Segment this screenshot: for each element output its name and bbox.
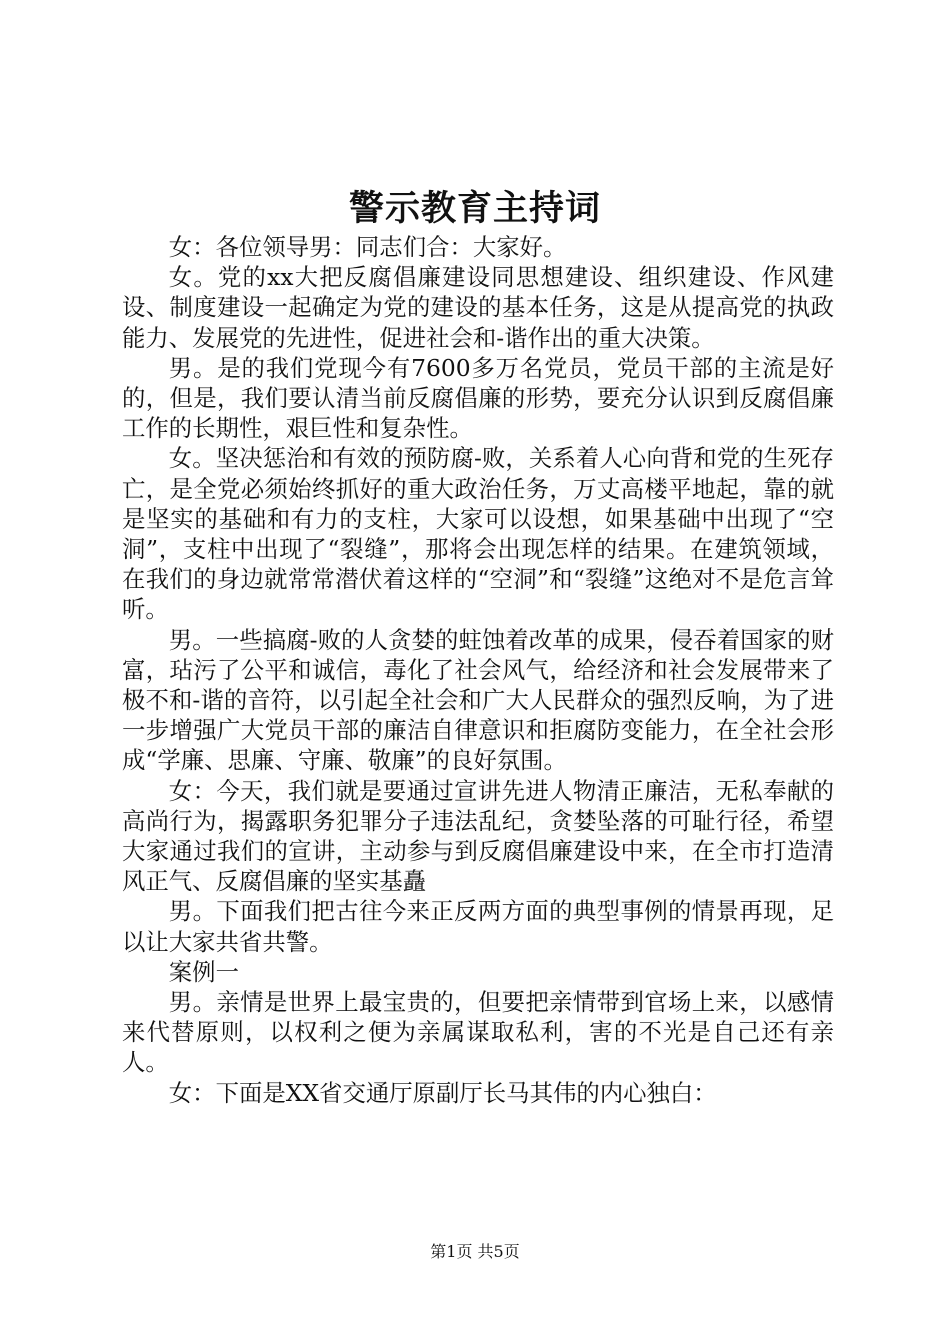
paragraph: 男。亲情是世界上最宝贵的，但要把亲情带到官场上来，以感情来代替原则，以权利之便为亲属谋取私利，害的不光是自己还有亲人。 [122,988,834,1077]
paragraph: 男。下面我们把古往今来正反两方面的典型事例的情景再现，足以让大家共省共警。 [122,897,834,956]
paragraph: 男。一些搞腐-败的人贪婪的蛀蚀着改革的成果，侵吞着国家的财富，玷污了公平和诚信，毒化了社会风气，给经济和社会发展带来了极不和-谐的音符，以引起全社会和广大人民群众的强烈反响，为了进一步增强广大党员干部的廉洁自律意识和拒腐防变能力，在全社会形成“学廉、思廉、守廉、敬廉”的良好氛围。 [122,625,834,775]
document-body [122,232,834,1108]
paragraph: 女。坚决惩治和有效的预防腐-败，关系着人心向背和党的生死存亡，是全党必须始终抓好的重大政治任务，万丈高楼平地起，靠的就是坚实的基础和有力的支柱，大家可以设想，如果基础中出现了“空洞”，支柱中出现了“裂缝”，那将会出现怎样的结果。在建筑领域，在我们的身边就常常潜伏着这样的“空洞”和“裂缝”这绝对不是危言耸听。 [122,444,834,624]
paragraph: 男。是的我们党现今有7600多万名党员，党员干部的主流是好的，但是，我们要认清当前反腐倡廉的形势，要充分认识到反腐倡廉工作的长期性，艰巨性和复杂性。 [122,353,834,443]
page-footer: 第1页 共5页 [430,1242,520,1261]
paragraph: 女：下面是XX省交通厅原副厅长马其伟的内心独白： [168,1078,717,1107]
document-title: 警示教育主持词 [348,189,601,229]
paragraph: 女。党的xx大把反腐倡廉建设同思想建设、组织建设、作风建设、制度建设一起确定为党的建设的基本任务，这是从提高党的执政能力、发展党的先进性，促进社会和-谐作出的重大决策。 [122,263,834,352]
paragraph: 女：各位领导男：同志们合：大家好。 [168,233,567,261]
case-heading: 案例一 [168,957,239,986]
paragraph: 女：今天，我们就是要通过宣讲先进人物清正廉洁，无私奉献的高尚行为，揭露职务犯罪分子违法乱纪，贪婪坠落的可耻行径，希望大家通过我们的宣讲，主动参与到反腐倡廉建设中来，在全市打造清风正气、反腐倡廉的坚实基矗 [122,776,834,896]
